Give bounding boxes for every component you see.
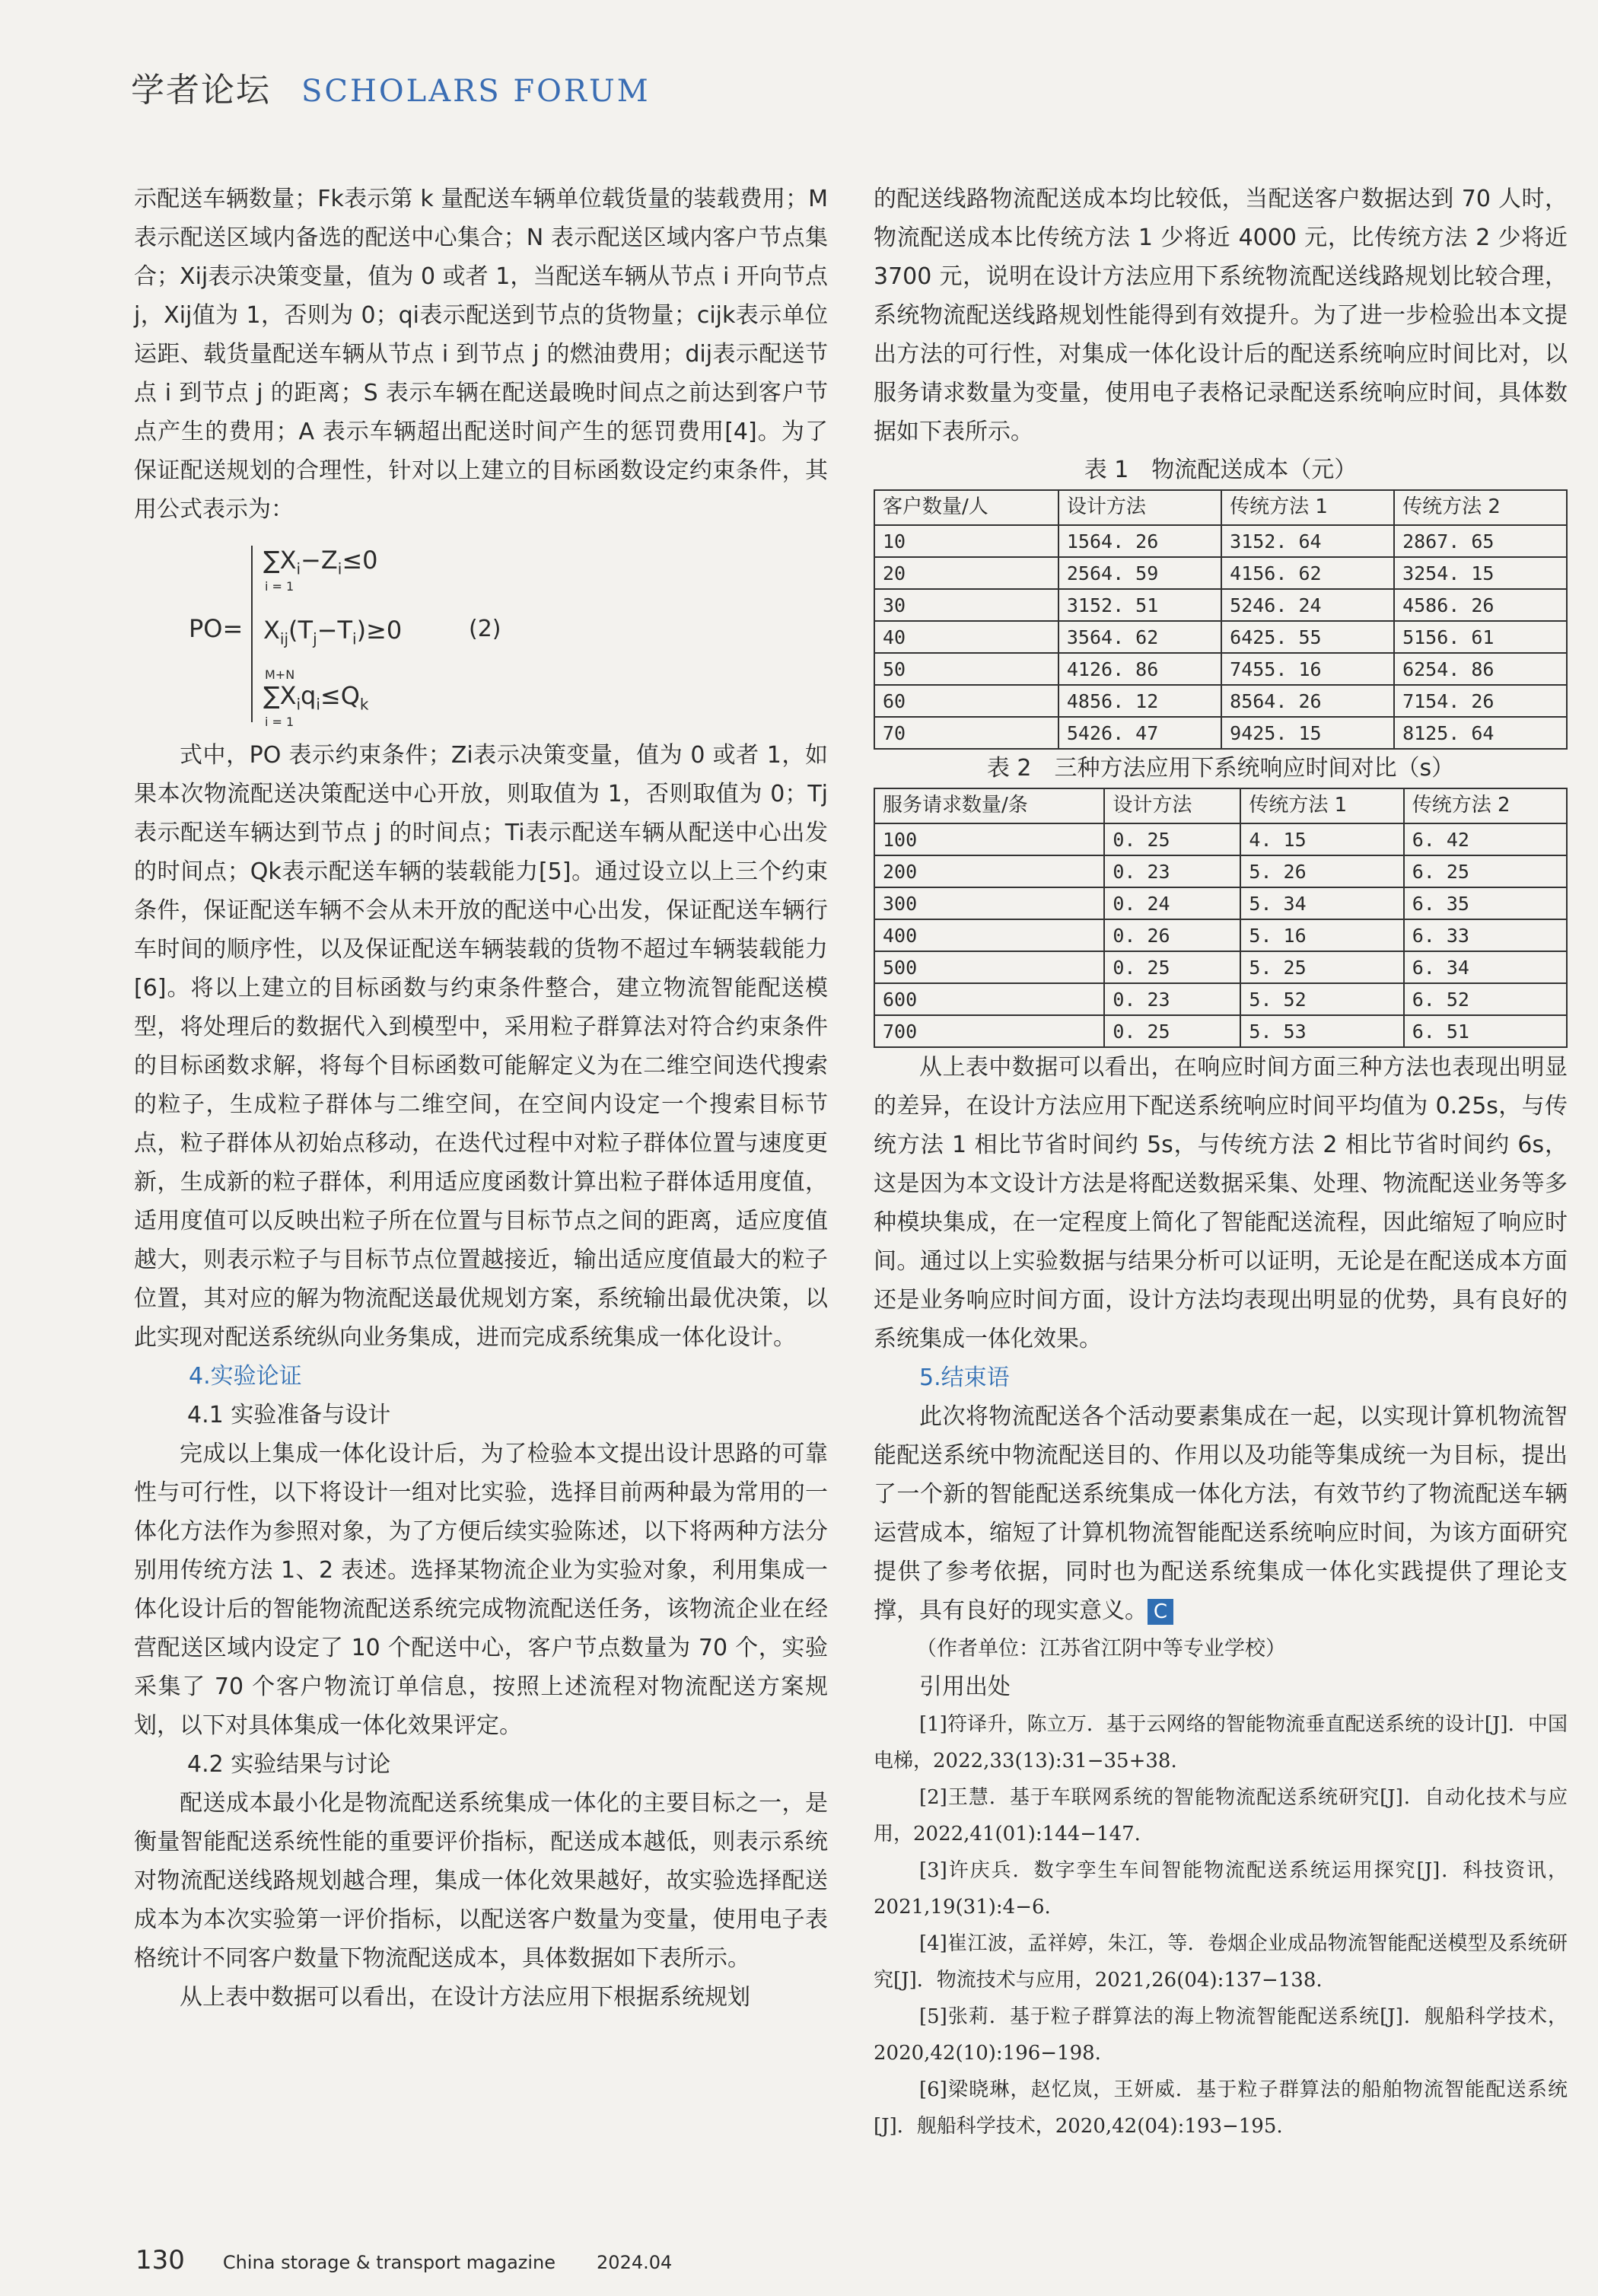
- table-cell: 5. 52: [1240, 983, 1403, 1015]
- table-cell: 4586. 26: [1394, 589, 1567, 621]
- table-row: [874, 621, 1567, 653]
- table-cell: 0. 23: [1104, 855, 1240, 887]
- page-number: 130: [135, 2245, 185, 2275]
- table-cell: 400: [874, 919, 1104, 951]
- table-cell: 6. 35: [1404, 887, 1567, 919]
- table-header-cell: 设计方法: [1104, 788, 1240, 823]
- table-cell: 5426. 47: [1058, 717, 1221, 749]
- table-cell: 3152. 64: [1221, 525, 1394, 557]
- sum-limit: i = 1: [265, 579, 294, 594]
- response-time-table: [874, 788, 1568, 1048]
- table-caption: 表 2 三种方法应用下系统响应时间对比（s）: [986, 755, 1455, 782]
- table-cell: 6. 51: [1404, 1015, 1567, 1047]
- table-header-cell: 传统方法 2: [1404, 788, 1567, 823]
- table-cell: 0. 25: [1104, 951, 1240, 983]
- reference-item: [6]梁晓琳，赵忆岚，王妍威．基于粒子群算法的船舶物流智能配送系统[J]．舰船科学技术，2020,42(04):193−195.: [874, 2078, 1568, 2138]
- table-cell: 20: [874, 557, 1058, 589]
- table-cell: 8125. 64: [1394, 717, 1567, 749]
- table-cell: 60: [874, 685, 1058, 717]
- table-cell: 4856. 12: [1058, 685, 1221, 717]
- formula-constraint-2: $X_{ij}(T_j-T_i)\ge 0$: [263, 616, 403, 648]
- table-cell: 3152. 51: [1058, 589, 1221, 621]
- table-cell: 4156. 62: [1221, 557, 1394, 589]
- table-cell: 0. 23: [1104, 983, 1240, 1015]
- reference-item: [4]崔江波，孟祥婷，朱江，等．卷烟企业成品物流智能配送模型及系统研究[J]．物流技术与应用，2021,26(04):137−138.: [874, 1932, 1568, 1992]
- page-header: [131, 62, 651, 111]
- formula-brace: [251, 546, 260, 722]
- paragraph: 此次将物流配送各个活动要素集成在一起，以实现计算机物流智能配送系统中物流配送目的、作用以及功能等集成统一为目标，提出了一个新的智能配送系统集成一体化方法，有效节约了物流配送车辆运营成本，缩短了计算机物流智能配送系统响应时间，为该方面研究提供了参考依据，同时也为配送系统集成一体化实践提供了理论支撑，具有良好的现实意义。 C: [874, 1403, 1568, 1624]
- table-cell: 4126. 86: [1058, 653, 1221, 685]
- issue-date: 2024.04: [597, 2252, 673, 2273]
- header-title-en: SCHOLARS FORUM: [301, 74, 651, 109]
- paragraph: 从上表中数据可以看出，在设计方法应用下根据系统规划: [180, 1984, 750, 2011]
- table-cell: 6. 52: [1404, 983, 1567, 1015]
- table-cell: 5. 16: [1240, 919, 1403, 951]
- author-affiliation: （作者单位：江苏省江阴中等专业学校）: [916, 1637, 1286, 1661]
- table-row: [874, 653, 1567, 685]
- header-title-zh: 学者论坛: [131, 71, 271, 110]
- table-cell: 9425. 15: [1221, 717, 1394, 749]
- formula-number: (2): [469, 616, 501, 642]
- references-title: 引用出处: [919, 1673, 1011, 1700]
- table-cell: 6. 42: [1404, 823, 1567, 855]
- table-header-cell: 传统方法 2: [1394, 490, 1567, 525]
- end-mark-icon: C: [1148, 1599, 1173, 1625]
- table-row: [874, 919, 1567, 951]
- table-row: [874, 983, 1567, 1015]
- cost-table: [874, 489, 1568, 750]
- table-row: [874, 685, 1567, 717]
- formula-constraint-3: $\sum X_iq_i\le Q_k$: [263, 681, 369, 714]
- paragraph: 的配送线路物流配送成本均比较低，当配送客户数据达到 70 人时，物流配送成本比传统方法 1 少将近 4000 元，比传统方法 2 少将近 3700 元，说明在设计方法应用下系统物流配送线路规划比较合理，系统物流配送线路规划性能得到有效提升。为了进一步检验出本文提出方法的可行性，对集成一体化设计后的配送系统响应时间比对，以服务请求数量为变量，使用电子表格记录配送系统响应时间，具体数据如下表所示。: [874, 186, 1568, 445]
- page-footer: [135, 2245, 672, 2275]
- table-row: [874, 1015, 1567, 1047]
- formula-lhs: PO=: [189, 614, 244, 643]
- right-column: [874, 180, 1568, 2145]
- table-row: [874, 855, 1567, 887]
- left-column: [134, 180, 828, 2017]
- subsection-heading: 4.1 实验准备与设计: [187, 1402, 391, 1428]
- formula-constraint-1: $\sum X_i-Z_i\le 0$: [263, 546, 378, 578]
- reference-item: [5]张莉．基于粒子群算法的海上物流智能配送系统[J]．舰船科学技术，2020,42(10):196−198.: [874, 2005, 1568, 2065]
- table-cell: 200: [874, 855, 1104, 887]
- table-cell: 6. 34: [1404, 951, 1567, 983]
- table-header-cell: 传统方法 1: [1240, 788, 1403, 823]
- table-cell: 0. 26: [1104, 919, 1240, 951]
- table-cell: 700: [874, 1015, 1104, 1047]
- table-cell: 0. 25: [1104, 823, 1240, 855]
- table-row: [874, 951, 1567, 983]
- table-caption: 表 1 物流配送成本（元）: [1084, 457, 1358, 483]
- sum-limit-top: M+N: [265, 667, 295, 682]
- table-cell: 2867. 65: [1394, 525, 1567, 557]
- table-cell: 5. 34: [1240, 887, 1403, 919]
- table-cell: 5. 53: [1240, 1015, 1403, 1047]
- paragraph: 式中，PO 表示约束条件；Zi表示决策变量，值为 0 或者 1，如果本次物流配送决策配送中心开放，则取值为 1，否则取值为 0；Tj表示配送车辆达到节点 j 的时间点；Ti表示配送车辆从配送中心出发的时间点；Qk表示配送车辆的装载能力[5]。通过设立以上三个约束条件，保证配送车辆不会从未开放的配送中心出发，保证配送车辆行车时间的顺序性，以及保证配送车辆装载的货物不超过车辆装载能力[6]。将以上建立的目标函数与约束条件整合，建立物流智能配送模型，将处理后的数据代入到模型中，采用粒子群算法对符合约束条件的目标函数求解，将每个目标函数可能解定义为在二维空间迭代搜索的粒子，生成粒子群体与二维空间，在空间内设定一个搜索目标节点，粒子群体从初始点移动，在迭代过程中对粒子群体位置与速度更新，生成新的粒子群体，利用适应度函数计算出粒子群体适用度值，适用度值可以反映出粒子所在位置与目标节点之间的距离，适应度值越大，则表示粒子与目标节点位置越接近，输出适应度值最大的粒子位置，其对应的解为物流配送最优规划方案，系统输出最优决策，以此实现对配送系统纵向业务集成，进而完成系统集成一体化设计。: [134, 742, 828, 1351]
- paragraph: 配送成本最小化是物流配送系统集成一体化的主要目标之一，是衡量智能配送系统性能的重要评价指标，配送成本越低，则表示系统对物流配送线路规划越合理，集成一体化效果越好，故实验选择配送成本为本次实验第一评价指标，以配送客户数量为变量，使用电子表格统计不同客户数量下物流配送成本，具体数据如下表所示。: [134, 1790, 828, 1972]
- table-cell: 7455. 16: [1221, 653, 1394, 685]
- reference-item: [3]许庆兵．数字孪生车间智能物流配送系统运用探究[J]．科技资讯，2021,19(31):4−6.: [874, 1859, 1568, 1919]
- table-cell: 0. 25: [1104, 1015, 1240, 1047]
- table-cell: 10: [874, 525, 1058, 557]
- table-row: [874, 589, 1567, 621]
- table-cell: 40: [874, 621, 1058, 653]
- table-row: [874, 717, 1567, 749]
- table-header-cell: 服务请求数量/条: [874, 788, 1104, 823]
- table-cell: 7154. 26: [1394, 685, 1567, 717]
- table-cell: 5. 26: [1240, 855, 1403, 887]
- reference-item: [1]符译升，陈立万．基于云网络的智能物流垂直配送系统的设计[J]．中国电梯，2022,33(13):31−35+38.: [874, 1713, 1568, 1772]
- table-header-cell: 客户数量/人: [874, 490, 1058, 525]
- table-cell: 5246. 24: [1221, 589, 1394, 621]
- table-header-cell: 设计方法: [1058, 490, 1221, 525]
- references: [874, 1668, 1568, 2145]
- table-cell: 3254. 15: [1394, 557, 1567, 589]
- table-cell: 6. 33: [1404, 919, 1567, 951]
- table-cell: 6254. 86: [1394, 653, 1567, 685]
- table-cell: 6425. 55: [1221, 621, 1394, 653]
- paragraph: 完成以上集成一体化设计后，为了检验本文提出设计思路的可靠性与可行性，以下将设计一组对比实验，选择目前两种最为常用的一体化方法作为参照对象，为了方便后续实验陈述，以下将两种方法分别用传统方法 1、2 表述。选择某物流企业为实验对象，利用集成一体化设计后的智能物流配送系统完成物流配送任务，该物流企业在经营配送区域内设定了 10 个配送中心，客户节点数量为 70 个，实验采集了 70 个客户物流订单信息，按照上述流程对物流配送方案规划，以下对具体集成一体化效果评定。: [134, 1441, 828, 1739]
- table-header-cell: 传统方法 1: [1221, 490, 1394, 525]
- magazine-name: China storage & transport magazine: [222, 2252, 556, 2273]
- table-cell: 1564. 26: [1058, 525, 1221, 557]
- table-row: [874, 557, 1567, 589]
- section-heading: 4.实验论证: [189, 1363, 302, 1390]
- table-cell: 8564. 26: [1221, 685, 1394, 717]
- table-cell: 5156. 61: [1394, 621, 1567, 653]
- sum-limit: i = 1: [265, 715, 294, 729]
- table-cell: 70: [874, 717, 1058, 749]
- reference-item: [2]王慧．基于车联网系统的智能物流配送系统研究[J]．自动化技术与应用，2022,41(01):144−147.: [874, 1786, 1568, 1845]
- paragraph: 示配送车辆数量；Fk表示第 k 量配送车辆单位载货量的装载费用；M 表示配送区域内备选的配送中心集合；N 表示配送区域内客户节点集合；Xij表示决策变量，值为 0 或者 1，当配送车辆从节点 i 开向节点 j，Xij值为 1，否则为 0；qi表示配送到节点的货物量；cijk表示单位运距、载货量配送车辆从节点 i 到节点 j 的燃油费用；dij表示配送节点 i 到节点 j 的距离；S 表示车辆在配送最晚时间点之前达到客户节点产生的费用；A 表示车辆超出配送时间产生的惩罚费用[4]。为了保证配送规划的合理性，针对以上建立的目标函数设定约束条件，其用公式表示为：: [134, 186, 828, 523]
- table-cell: 300: [874, 887, 1104, 919]
- table-cell: 2564. 59: [1058, 557, 1221, 589]
- table-cell: 50: [874, 653, 1058, 685]
- subsection-heading: 4.2 实验结果与讨论: [187, 1751, 391, 1778]
- table-cell: 0. 24: [1104, 887, 1240, 919]
- table-row: [874, 823, 1567, 855]
- table-cell: 100: [874, 823, 1104, 855]
- table-cell: 500: [874, 951, 1104, 983]
- table-row: [874, 887, 1567, 919]
- table-cell: 5. 25: [1240, 951, 1403, 983]
- table-cell: 3564. 62: [1058, 621, 1221, 653]
- table-cell: 30: [874, 589, 1058, 621]
- section-heading: 5.结束语: [919, 1365, 1010, 1391]
- constraint-formula: [134, 532, 828, 731]
- table-cell: 600: [874, 983, 1104, 1015]
- table-cell: 6. 25: [1404, 855, 1567, 887]
- paragraph: 从上表中数据可以看出，在响应时间方面三种方法也表现出明显的差异，在设计方法应用下配送系统响应时间平均值为 0.25s，与传统方法 1 相比节省时间约 5s，与传统方法 2 相比节省时间约 6s，这是因为本文设计方法是将配送数据采集、处理、物流配送业务等多种模块集成，在一定程度上简化了智能配送流程，因此缩短了响应时间。通过以上实验数据与结果分析可以证明，无论是在配送成本方面还是业务响应时间方面，设计方法均表现出明显的优势，具有良好的系统集成一体化效果。: [874, 1054, 1568, 1352]
- table-row: [874, 525, 1567, 557]
- table-cell: 4. 15: [1240, 823, 1403, 855]
